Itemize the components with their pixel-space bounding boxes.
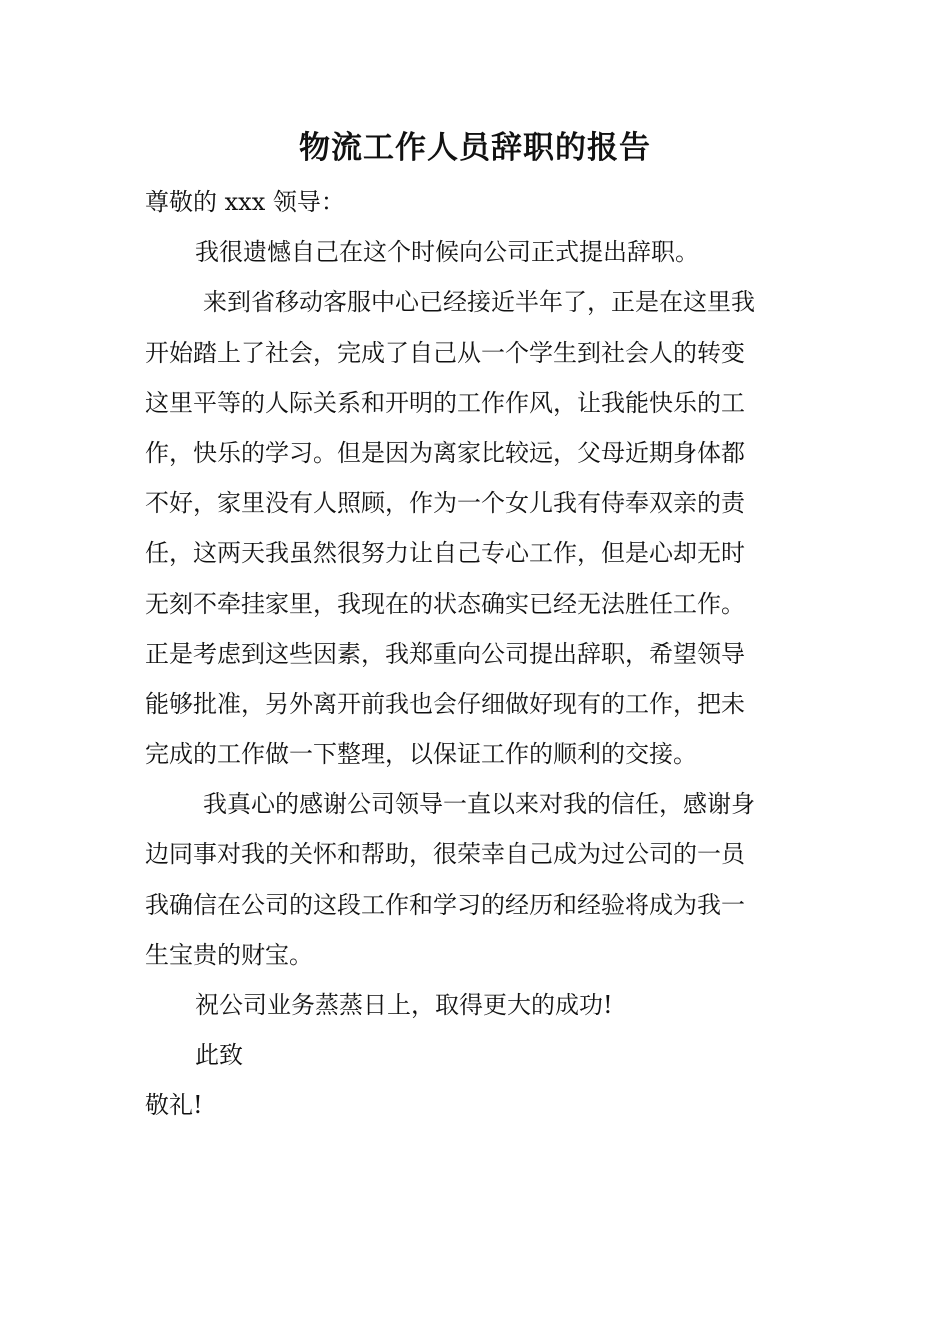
paragraph-line: 不好，家里没有人照顾，作为一个女儿我有侍奉双亲的责 [145,489,745,518]
document-title: 物流工作人员辞职的报告 [299,130,651,166]
document-body [145,177,810,1131]
paragraph-line: 无刻不牵挂家里，我现在的状态确实已经无法胜任工作。 [145,589,745,618]
paragraph-line: 我真心的感谢公司领导一直以来对我的信任，感谢身 [203,790,755,819]
paragraph-line: 生宝贵的财宝。 [145,940,313,969]
paragraph-line: 边同事对我的关怀和帮助，很荣幸自己成为过公司的一员 [145,840,745,869]
closing-greeting: 此致 [195,1041,243,1070]
paragraph-line: 作，快乐的学习。但是因为离家比较远，父母近期身体都 [145,438,745,467]
paragraph-line: 我确信在公司的这段工作和学习的经历和经验将成为我一 [145,890,745,919]
closing-salute: 敬礼! [145,1091,203,1120]
paragraph-line: 任，这两天我虽然很努力让自己专心工作，但是心却无时 [145,539,745,568]
paragraph-line: 正是考虑到这些因素，我郑重向公司提出辞职，希望领导 [145,639,745,668]
salutation: 尊敬的 xxx 领导： [145,188,345,216]
paragraph-line: 来到省移动客服中心已经接近半年了，正是在这里我 [203,288,755,317]
closing-wish: 祝公司业务蒸蒸日上，取得更大的成功! [195,991,613,1019]
paragraph-line: 这里平等的人际关系和开明的工作作风，让我能快乐的工 [145,388,745,417]
paragraph-line: 能够批准，另外离开前我也会仔细做好现有的工作，把未 [145,689,745,718]
paragraph-line: 开始踏上了社会，完成了自己从一个学生到社会人的转变 [145,338,745,367]
paragraph-line: 完成的工作做一下整理，以保证工作的顺利的交接。 [145,740,697,769]
paragraph-line: 我很遗憾自己在这个时候向公司正式提出辞职。 [195,238,699,267]
